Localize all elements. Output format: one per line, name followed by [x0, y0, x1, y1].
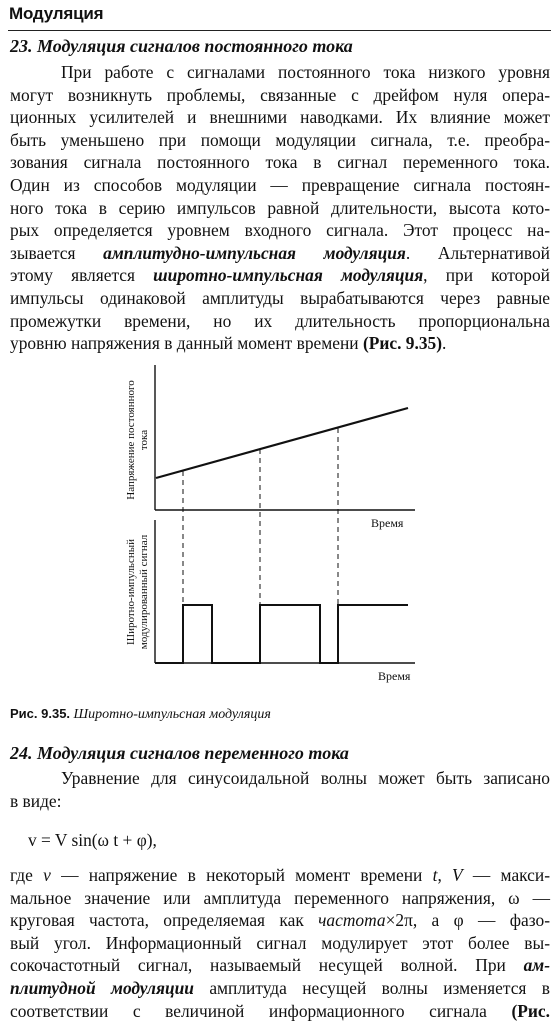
paragraph-line: При работе с сигналами постоянного тока низкого уровня	[61, 62, 550, 82]
paragraph-line: рых определяется уровнем входного сигнала. Этот процесс на-	[10, 220, 550, 241]
section-24-intro	[10, 767, 550, 812]
text-run: где	[10, 865, 44, 885]
text-run: этому является	[10, 265, 154, 286]
paragraph-line	[10, 909, 550, 932]
bottom-x-label: Время	[378, 669, 411, 683]
caption-title: Широтно-импульсная модуляция	[73, 707, 271, 722]
text-run: соответствии с величиной информационного сигнала	[10, 1000, 512, 1021]
paragraph-line	[10, 954, 550, 977]
text-run: .	[442, 333, 447, 354]
top-y-label-line2: тока	[138, 429, 150, 451]
text-run: амплитуда несущей волны изменяется в	[193, 977, 550, 998]
paragraph-line: промежутки времени, но их длительность пропорциональна	[10, 310, 550, 331]
term-amplitude-modulation-part1: ам-	[523, 955, 550, 976]
top-x-label: Время	[371, 516, 404, 530]
caption-label: Рис. 9.35.	[10, 706, 71, 721]
paragraph-line: в виде:	[10, 790, 62, 811]
text-run: , при которой	[423, 265, 550, 286]
paragraph-line: вый угол. Информационный сигнал модулирует этот более вы-	[10, 932, 550, 953]
paragraph-line: Уравнение для синусоидальной волны может быть записано	[61, 768, 550, 788]
symbol-t: t	[432, 865, 438, 885]
paragraph-line: мальное значение или амплитуда переменного напряжения, ω —	[10, 887, 550, 908]
text-run: уровню напряжения в данный момент времени	[10, 333, 363, 354]
text-run: зывается	[10, 242, 104, 263]
sine-formula: v = V sin(ω t + φ),	[28, 830, 157, 850]
paragraph-line: импульсы одинаковой амплитуды вырабатываются через равные	[10, 287, 550, 308]
term-amplitude-pulse-modulation: амплитудно-импульсная модуляция	[103, 242, 406, 263]
term-frequency: частота	[318, 910, 386, 931]
text-run: — макси-	[462, 865, 550, 885]
text-run: круговая частота, определяемая как	[10, 910, 319, 931]
figure-reference: (Рис. 9.35)	[362, 333, 443, 354]
paragraph-line	[10, 977, 550, 1000]
symbol-v: v	[43, 865, 51, 885]
top-y-label-line1: Напряжение постоянного	[125, 380, 137, 500]
paragraph-line: ного тока в серию импульсов равной длительности, высота кото-	[10, 197, 550, 218]
paragraph-line	[10, 1000, 550, 1023]
text-run: ,	[437, 865, 453, 885]
paragraph-line: зования сигнала постоянного тока в сигнал переменного тока.	[10, 152, 550, 173]
text-run: — напряжение в некоторый момент времени	[50, 865, 433, 885]
figure-caption	[10, 706, 271, 723]
paragraph-line: могут возникнуть проблемы, связанные с дрейфом нуля опера-	[10, 84, 550, 105]
text-run: сокочастотный сигнал, называемый несущей волной. При	[10, 955, 524, 976]
section-header: Модуляция	[9, 4, 104, 23]
paragraph-line: быть уменьшено при помощи модуляции сигнала, т.е. преобра-	[10, 129, 550, 150]
paragraph-line	[10, 864, 550, 887]
section-24-heading: 24. Модуляция сигналов переменного тока	[10, 743, 349, 763]
figure-reference: (Рис.	[511, 1000, 550, 1021]
section-23-heading: 23. Модуляция сигналов постоянного тока	[10, 36, 353, 56]
section-24-paragraph	[10, 864, 550, 1022]
term-amplitude-modulation-part2: плитудной модуляции	[10, 977, 194, 998]
term-pulse-width-modulation: широтно-импульсная модуляция	[153, 265, 424, 286]
paragraph-line: Один из способов модуляции — превращение сигнала постоян-	[10, 174, 550, 195]
symbol-V: V	[452, 865, 463, 885]
text-run: . Альтернативой	[405, 242, 550, 263]
pwm-signal	[155, 605, 408, 663]
bottom-y-label-line2: модулированный сигнал	[138, 534, 150, 650]
text-run: ×2π, а φ — фазо-	[385, 910, 550, 931]
dc-voltage-line	[156, 408, 408, 478]
paragraph-line: ционных усилителей и внешними наводками. Их влияние может	[10, 107, 550, 128]
bottom-y-label-line1: Широтно-импульсный	[125, 539, 137, 645]
